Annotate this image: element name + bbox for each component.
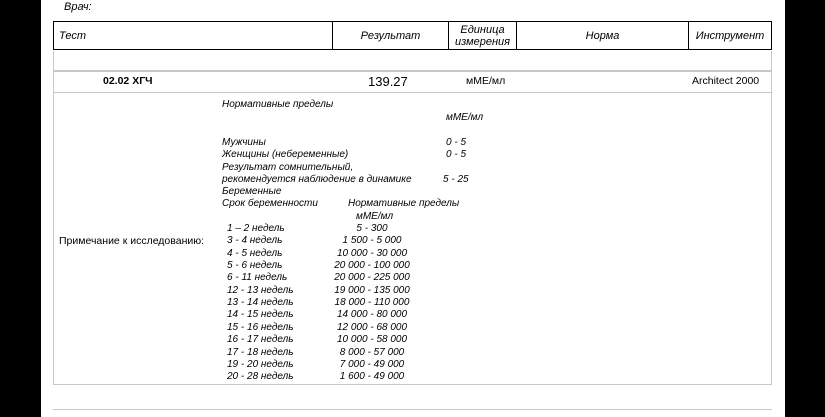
week-value: 14 000 - 80 000: [336, 309, 408, 321]
row-result: 139.27: [368, 74, 408, 89]
note-box: [53, 93, 772, 385]
week-value: 5 - 300: [356, 223, 388, 234]
row-instrument: Architect 2000: [692, 75, 760, 87]
limits-header: Нормативные пределы: [348, 198, 460, 209]
week-term: 17 - 18 недель: [227, 346, 294, 358]
week-value: 1 500 - 5 000: [342, 235, 402, 247]
note-label: Примечание к исследованию:: [59, 235, 205, 247]
term-header: Срок беременности: [222, 198, 318, 209]
row-unit: мМЕ/мл: [466, 75, 506, 87]
week-value: 7 000 - 49 000: [339, 358, 405, 370]
week-term: 14 - 15 недель: [227, 309, 294, 321]
week-value: 12 000 - 68 000: [336, 321, 408, 333]
women-value: 0 - 5: [446, 149, 467, 160]
doubt-value: 5 - 25: [443, 174, 469, 185]
row-test: 02.02 ХГЧ: [103, 75, 153, 87]
header-unit-line1: Единица: [460, 23, 505, 36]
limits-unit: мМЕ/мл: [356, 211, 394, 222]
week-term: 13 - 14 недель: [227, 297, 294, 309]
table-row: [53, 71, 772, 93]
week-term: 15 - 16 недель: [227, 321, 294, 333]
week-term: 16 - 17 недель: [227, 334, 294, 346]
header-test: Тест: [59, 29, 87, 42]
week-term: 5 - 6 недель: [227, 260, 283, 272]
week-term: 3 - 4 недель: [227, 235, 283, 247]
week-value: 20 000 - 100 000: [334, 260, 410, 272]
week-term: 12 - 13 недель: [227, 284, 294, 296]
doctor-label: Врач:: [64, 1, 92, 13]
header-unit: [449, 22, 516, 49]
pregnant-label: Беременные: [222, 186, 282, 197]
week-value: 10 000 - 58 000: [336, 334, 408, 346]
norm-unit: мМЕ/мл: [446, 112, 484, 123]
report-page: [41, 0, 785, 417]
header-unit-line2: измерения: [454, 35, 511, 48]
divider: [53, 409, 772, 410]
norm-title: Нормативные пределы: [222, 99, 334, 110]
men-value: 0 - 5: [446, 137, 467, 148]
week-term: 20 - 28 недель: [227, 371, 294, 383]
week-term: 4 - 5 недель: [227, 247, 283, 259]
women-label: Женщины (небеременные): [222, 149, 349, 160]
week-value: 1 600 - 49 000: [339, 371, 405, 383]
table-header: [53, 21, 772, 50]
week-value: 18 000 - 110 000: [334, 297, 410, 309]
header-result: Результат: [360, 29, 421, 42]
doubt-line2: рекомендуется наблюдение в динамике: [222, 174, 412, 185]
week-value: 10 000 - 30 000: [336, 247, 408, 259]
men-label: Мужчины: [222, 137, 266, 148]
week-term: 19 - 20 недель: [227, 358, 294, 370]
spacer-row: [53, 51, 772, 71]
week-value: 20 000 - 225 000: [334, 272, 410, 284]
doubt-line1: Результат сомнительный,: [222, 162, 354, 173]
week-term: 6 - 11 недель: [227, 272, 288, 284]
header-norm: Норма: [585, 29, 620, 42]
header-instrument: Инструмент: [695, 29, 765, 42]
week-value: 19 000 - 135 000: [334, 284, 410, 296]
week-value: 8 000 - 57 000: [339, 346, 405, 358]
week-term: 1 – 2 недель: [227, 223, 285, 234]
